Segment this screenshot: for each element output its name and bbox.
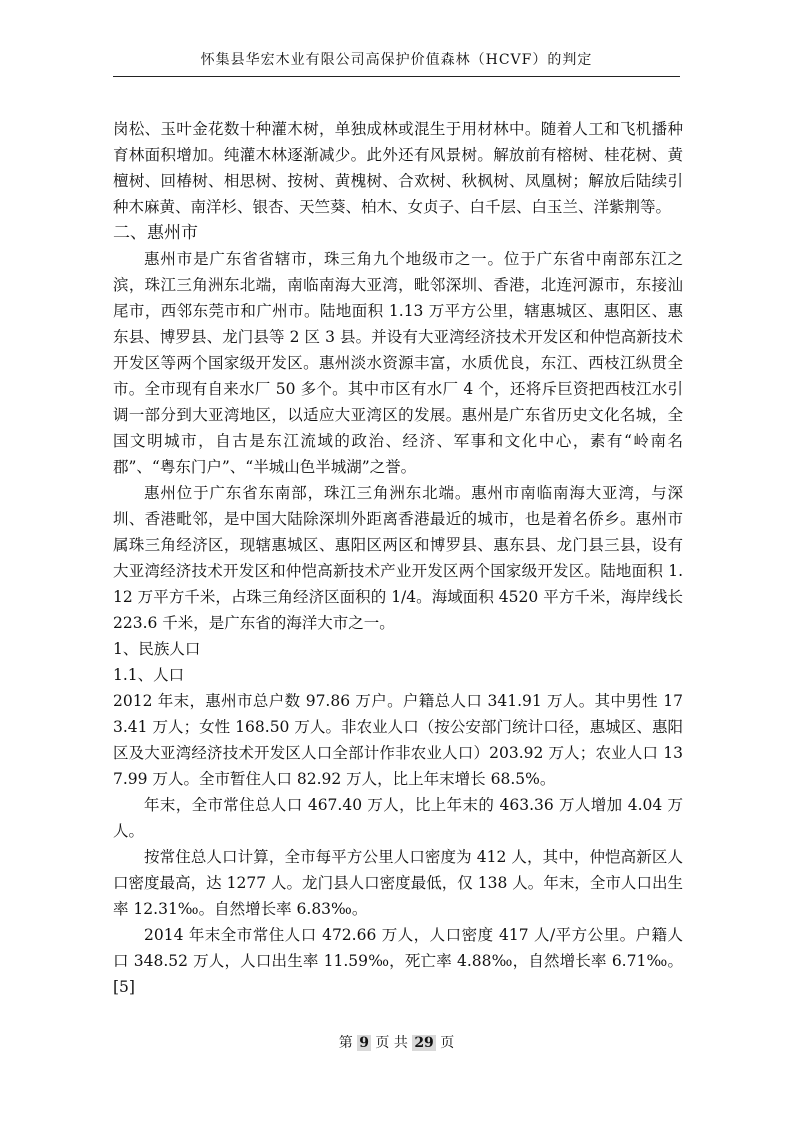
page-header	[113, 50, 680, 74]
total-page-count: 29	[414, 1035, 434, 1051]
current-page-number: 9	[359, 1035, 369, 1051]
paragraph-huizhou-overview: 惠州市是广东省省辖市，珠三角九个地级市之一。位于广东省中南部东江之滨，珠江三角洲东北端，南临南海大亚湾，毗邻深圳、香港，北连河源市，东接汕尾市，西邻东莞市和广州市。陆地面积 1.13 万平方公里，辖惠城区、惠阳区、惠东县、博罗县、龙门县等 2 区 3 县。并设有大亚湾经济技术开发区和仲恺高新技术开发区等两个国家级开发区。惠州淡水资源丰富，水质优良，东江、西枝江纵贯全市。全市现有自来水厂 50 多个。其中市区有水厂 4 个，还将斥巨资把西枝江水引调一部分到大亚湾地区，以适应大亚湾区的发展。惠州是广东省历史文化名城，全国文明城市，自古是东江流域的政治、经济、军事和文化中心，素有“岭南名郡”、“粤东门户”、“半城山色半城湖”之誉。	[113, 250, 683, 476]
footer-suffix: 页	[435, 1035, 455, 1051]
header-divider	[113, 76, 680, 77]
footer-middle: 页 共	[370, 1035, 413, 1051]
subheading-population: 1.1、人口	[113, 666, 185, 684]
footer-prefix: 第	[338, 1035, 358, 1051]
paragraph-population-resident: 年末，全市常住总人口 467.40 万人，比上年末的 463.36 万人增加 4.04 万人。	[113, 796, 683, 840]
paragraph-population-2014: 2014 年末全市常住人口 472.66 万人，人口密度 417 人/平方公里。户籍人口 348.52 万人，人口出生率 11.59‰，死亡率 4.88‰，自然增长率 6.71‰。[5]	[113, 926, 683, 996]
subheading-ethnic-population: 1、民族人口	[113, 640, 201, 658]
paragraph-huizhou-location: 惠州位于广东省东南部，珠江三角洲东北端。惠州市南临南海大亚湾，与深圳、香港毗邻，是中国大陆除深圳外距离香港最近的城市，也是着名侨乡。惠州市属珠三角经济区，现辖惠城区、惠阳区两区和博罗县、惠东县、龙门县三县，设有大亚湾经济技术开发区和仲恺高新技术产业开发区两个国家级开发区。陆地面积 1.12 万平方千米，占珠三角经济区面积的 1/4。海域面积 4520 平方千米，海岸线长 223.6 千米，是广东省的海洋大市之一。	[113, 484, 683, 632]
paragraph-intro: 岗松、玉叶金花数十种灌木树，单独成林或混生于用材林中。随着人工和飞机播种育林面积增加。纯灌木林逐渐减少。此外还有风景树。解放前有榕树、桂花树、黄檀树、回椿树、相思树、按树、黄槐树、合欢树、秋枫树、凤凰树；解放后陆续引种木麻黄、南洋杉、银杏、天竺葵、柏木、女贞子、白千层、白玉兰、洋紫荆等。	[113, 120, 683, 216]
document-body	[113, 116, 683, 1000]
header-title: 怀集县华宏木业有限公司高保护价值森林（HCVF）的判定	[200, 52, 593, 68]
paragraph-population-2012: 2012 年末，惠州市总户数 97.86 万户。户籍总人口 341.91 万人。其中男性 173.41 万人；女性 168.50 万人。非农业人口（按公安部门统计口径，惠城区、惠阳区及大亚湾经济技术开发区人口全部计作非农业人口）203.92 万人；农业人口 137.99 万人。全市暂住人口 82.92 万人，比上年末增长 68.5%。	[113, 692, 683, 788]
section-heading-huizhou: 二、惠州市	[113, 223, 198, 243]
page-footer	[0, 1033, 793, 1053]
paragraph-population-density: 按常住总人口计算，全市每平方公里人口密度为 412 人，其中，仲恺高新区人口密度最高，达 1277 人。龙门县人口密度最低，仅 138 人。年末，全市人口出生率 12.31‰。自然增长率 6.83‰。	[113, 848, 683, 918]
